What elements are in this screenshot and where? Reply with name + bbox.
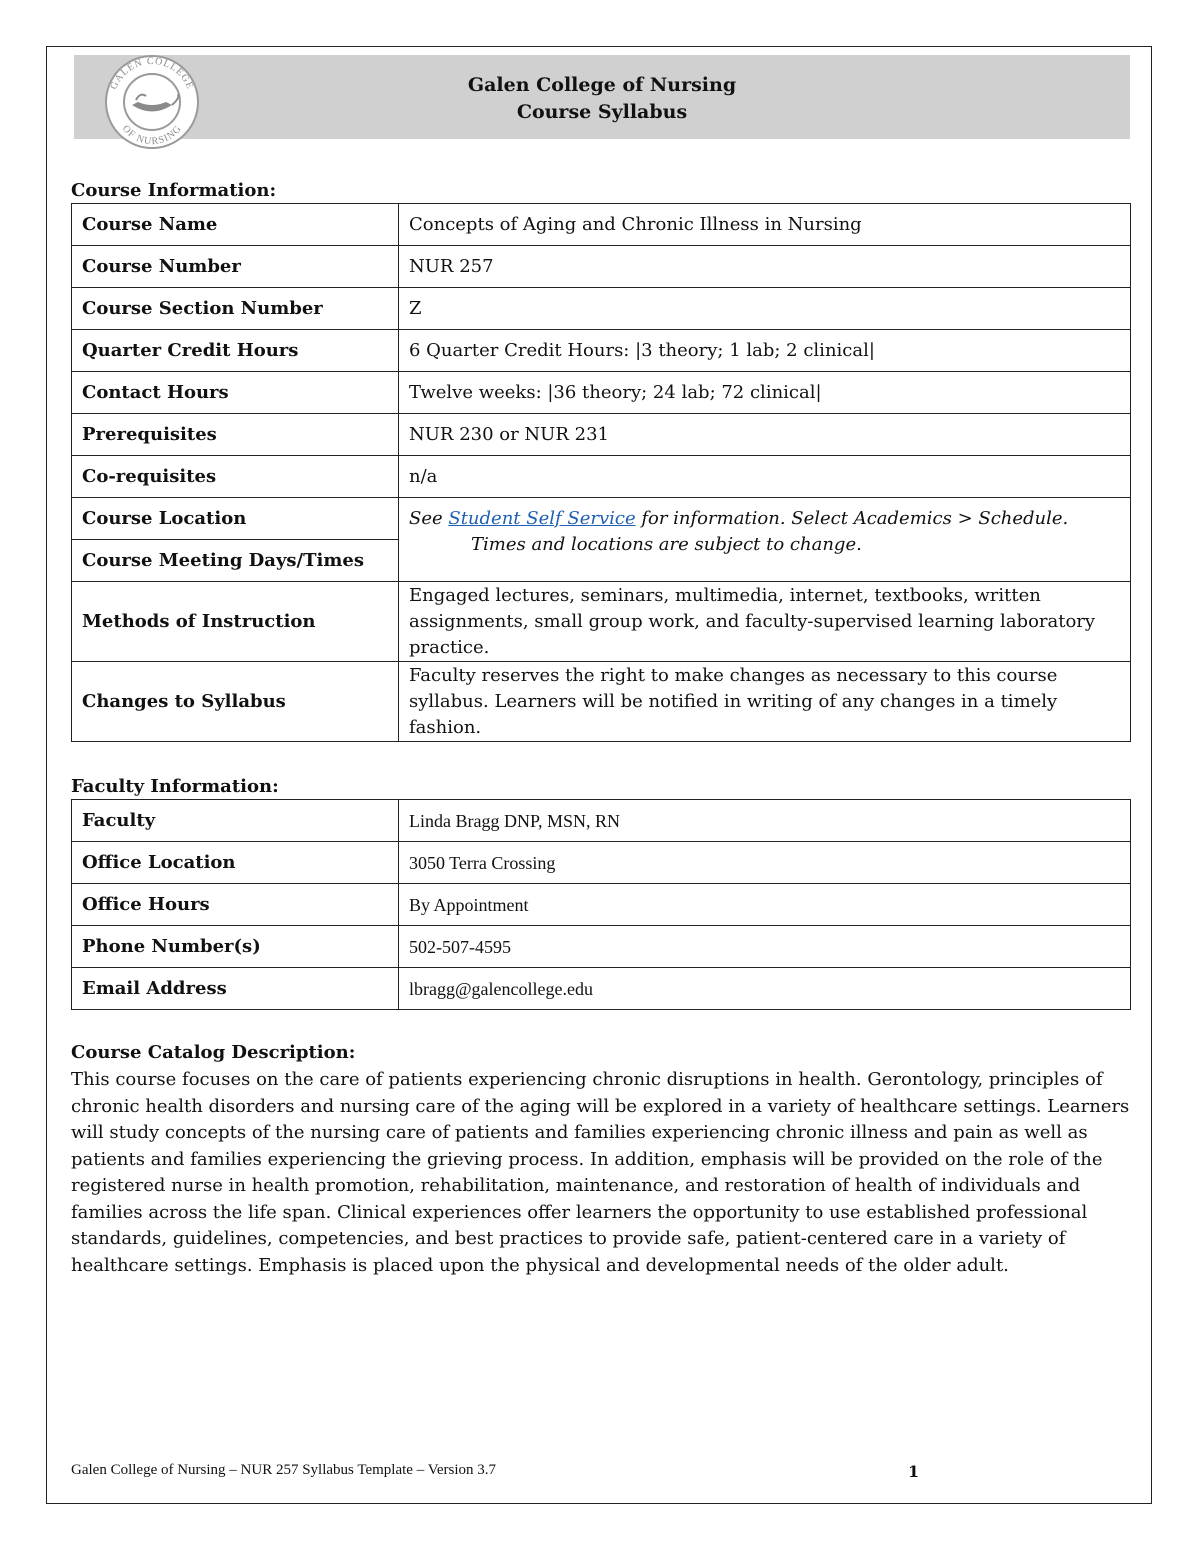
location-prefix: See (409, 507, 449, 529)
course-information-table (71, 203, 1131, 742)
row-value: Concepts of Aging and Chronic Illness in Nursing (399, 204, 1131, 246)
header-subtitle: Course Syllabus (516, 101, 688, 123)
row-value: Twelve weeks: |36 theory; 24 lab; 72 clinical| (399, 372, 1131, 414)
row-label: Quarter Credit Hours (72, 330, 399, 372)
table-row (72, 884, 1131, 926)
table-row (72, 456, 1131, 498)
row-label: Contact Hours (72, 372, 399, 414)
course-location-value (399, 498, 1131, 582)
row-label: Faculty (72, 800, 399, 842)
row-value: By Appointment (399, 884, 1131, 926)
methods-label: Methods of Instruction (72, 582, 399, 662)
page-number: 1 (908, 1462, 920, 1481)
location-info-text (409, 506, 1120, 558)
table-row (72, 498, 1131, 540)
changes-label: Changes to Syllabus (72, 662, 399, 742)
row-value: 502-507-4595 (399, 926, 1131, 968)
row-label: Office Hours (72, 884, 399, 926)
row-label: Phone Number(s) (72, 926, 399, 968)
row-label: Course Name (72, 204, 399, 246)
faculty-information-table (71, 799, 1131, 1010)
row-label: Prerequisites (72, 414, 399, 456)
location-suffix: for information. Select Academics > Schedule. (635, 507, 1069, 529)
table-row (72, 414, 1131, 456)
row-value: Z (399, 288, 1131, 330)
row-value: Linda Bragg DNP, MSN, RN (399, 800, 1131, 842)
table-row (72, 968, 1131, 1010)
row-label: Email Address (72, 968, 399, 1010)
catalog-description-heading: Course Catalog Description: (71, 1042, 356, 1063)
footer-text: Galen College of Nursing – NUR 257 Syllabus Template – Version 3.7 (71, 1462, 497, 1478)
table-row (72, 246, 1131, 288)
table-row (72, 288, 1131, 330)
row-label: Co-requisites (72, 456, 399, 498)
catalog-description-text: This course focuses on the care of patients experiencing chronic disruptions in health. Gerontology, principles of chronic health disorders and nursing care of the aging will be explored in a variety of healthcare settings. Learners will study concepts of the nursing care of patients and families experiencing chronic illness and pain as well as patients and families experiencing the grieving process. In addition, emphasis will be provided on the role of the registered nurse in health promotion, rehabilitation, maintenance, and restoration of health of individuals and families across the life span. Clinical experiences offer learners the opportunity to use established professional standards, guidelines, competencies, and best practices to provide safe, patient-centered care in a variety of healthcare settings. Emphasis is placed upon the physical and developmental needs of the older adult. (71, 1069, 1130, 1276)
header-title: Galen College of Nursing (467, 74, 737, 96)
table-row (72, 926, 1131, 968)
table-row (72, 582, 1131, 662)
course-meeting-label: Course Meeting Days/Times (72, 540, 399, 582)
logo-top-text: GALEN COLLEGE (108, 55, 196, 92)
table-row (72, 204, 1131, 246)
course-information-heading: Course Information: (71, 180, 277, 201)
row-value: lbragg@galencollege.edu (399, 968, 1131, 1010)
row-value: NUR 230 or NUR 231 (399, 414, 1131, 456)
row-value: n/a (399, 456, 1131, 498)
row-label: Office Location (72, 842, 399, 884)
changes-value: Faculty reserves the right to make changes as necessary to this course syllabus. Learners will be notified in writing of any changes in a timely fashion. (399, 662, 1131, 742)
faculty-information-heading: Faculty Information: (71, 776, 279, 797)
row-label: Course Section Number (72, 288, 399, 330)
row-value: 6 Quarter Credit Hours: |3 theory; 1 lab; 2 clinical| (399, 330, 1131, 372)
table-row (72, 662, 1131, 742)
logo-bottom-text: OF NURSING (119, 123, 185, 148)
course-location-label: Course Location (72, 498, 399, 540)
methods-value: Engaged lectures, seminars, multimedia, internet, textbooks, written assignments, small group work, and faculty-supervised learning laboratory practice. (399, 582, 1131, 662)
student-self-service-link[interactable]: Student Self Service (448, 507, 636, 529)
table-row (72, 842, 1131, 884)
row-label: Course Number (72, 246, 399, 288)
row-value: NUR 257 (399, 246, 1131, 288)
header-title-block (74, 72, 1130, 126)
row-value: 3050 Terra Crossing (399, 842, 1131, 884)
table-row (72, 372, 1131, 414)
table-row (72, 800, 1131, 842)
table-row (72, 330, 1131, 372)
location-line2: Times and locations are subject to change. (471, 533, 862, 555)
